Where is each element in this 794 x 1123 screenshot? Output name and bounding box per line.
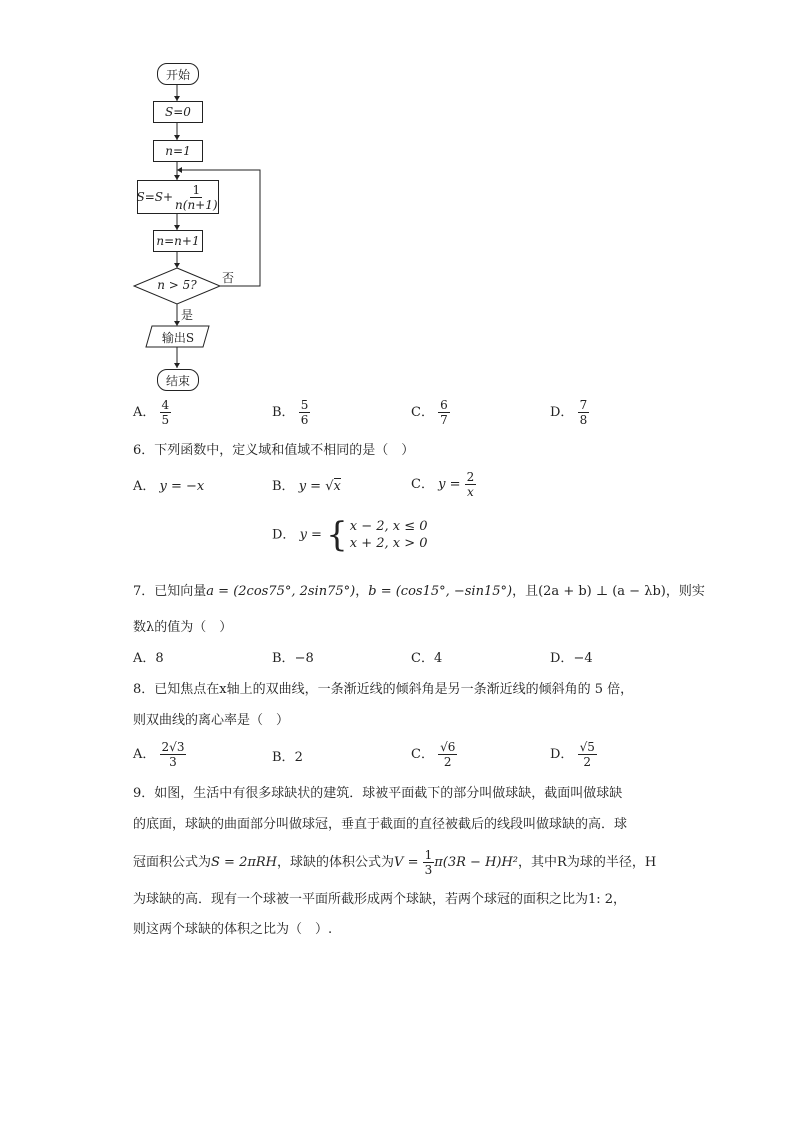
vector-a: a = (2cos75°, 2sin75°): [206, 584, 356, 599]
option-fraction: [160, 740, 187, 769]
option-label: D．: [550, 747, 574, 762]
option-label: A．: [133, 405, 156, 420]
flowchart-init-s: [153, 101, 203, 123]
option-label: C．: [411, 477, 434, 492]
option-label: C．: [411, 651, 434, 666]
q8-line2: 则双曲线的离心率是（ ）: [133, 713, 290, 728]
flowchart-init-s-label: S=0: [165, 105, 191, 119]
fraction-denominator: n(n+1): [175, 197, 218, 212]
fraction-numerator: 4: [161, 398, 170, 412]
volume-formula-rhs: π(3R − H)H²: [434, 855, 519, 870]
flowchart-start-label: 开始: [165, 67, 190, 82]
fraction-numerator: 7: [579, 398, 588, 412]
q9-text: ，其中R为球的半径，H: [518, 855, 657, 870]
fraction-denominator: 2: [443, 755, 452, 769]
q9-line1: 9．如图，生活中有很多球缺状的建筑．球被平面截下的部分叫做球缺，截面叫做球缺: [133, 786, 623, 801]
q8-line1: 8．已知焦点在x轴上的双曲线，一条渐近线的倾斜角是另一条渐近线的倾斜角的 5 倍，: [133, 682, 634, 697]
option-fraction: [465, 470, 477, 499]
q5-option-c: [411, 398, 450, 427]
q6-option-c: [411, 470, 476, 499]
q7-option-c: [411, 650, 442, 668]
flowchart-inc-n-label: n=n+1: [156, 234, 200, 248]
option-fraction: [438, 398, 450, 427]
option-label: A．: [133, 651, 156, 666]
flowchart-end-label: 结束: [165, 373, 190, 388]
option-expression: y =: [299, 527, 327, 543]
option-label: B．: [272, 651, 295, 666]
option-value: −4: [573, 651, 593, 666]
fraction-numerator: 1: [192, 182, 201, 197]
fraction-denominator: 6: [300, 413, 309, 427]
option-fraction: [299, 398, 311, 427]
fraction-denominator: 3: [169, 755, 177, 769]
q8-option-b: [272, 749, 303, 767]
separator: ，: [355, 584, 369, 599]
fraction-denominator: 5: [161, 413, 170, 427]
q7-option-b: [272, 650, 314, 668]
sqrt-icon: √: [325, 479, 334, 494]
flowchart-yes-label: 是: [181, 308, 194, 322]
q7-condition: ，且(2a + b) ⊥ (a − λb)，则实: [512, 584, 705, 599]
q7-option-d: [550, 650, 593, 668]
fraction-numerator: 6: [440, 398, 448, 412]
q8-option-a: [133, 740, 186, 769]
sqrt-radicand: x: [333, 479, 341, 494]
q9-line5: 则这两个球缺的体积之比为（ ）.: [133, 922, 333, 937]
option-fraction: [160, 398, 172, 427]
vector-b: b = (cos15°, −sin15°): [368, 584, 513, 599]
flowchart-no-label: 否: [222, 271, 235, 285]
q7-line2: 数λ的值为（ ）: [133, 620, 233, 635]
q5-option-b: [272, 398, 310, 427]
option-label: B．: [272, 750, 295, 765]
fraction-denominator: 2: [583, 755, 592, 769]
option-expression: y =: [298, 479, 326, 494]
q9-text: 冠面积公式为: [133, 855, 212, 870]
option-label: A．: [133, 479, 156, 494]
volume-formula-lhs: V =: [394, 855, 423, 870]
option-fraction: [578, 740, 597, 769]
q6-option-b: [272, 478, 341, 496]
option-label: D．: [550, 651, 574, 666]
option-fraction: [578, 398, 590, 427]
option-value: 8: [155, 651, 164, 666]
option-label: D．: [550, 405, 574, 420]
fraction-numerator: √5: [579, 740, 595, 754]
q7-intro: 7．已知向量: [133, 584, 207, 599]
left-brace-icon: {: [326, 515, 348, 555]
option-label: C．: [411, 405, 434, 420]
q9-line3: [133, 848, 656, 877]
flowchart-end: [157, 369, 199, 391]
cap-area-formula: S = 2πRH: [211, 855, 278, 870]
q8-option-d: [550, 740, 597, 769]
fraction-denominator: 7: [440, 413, 448, 427]
option-label: B．: [272, 479, 295, 494]
q9-text: ，球缺的体积公式为: [277, 855, 395, 870]
q6-stem: 6．下列函数中，定义域和值域不相同的是（ ）: [133, 443, 415, 458]
option-value: −8: [294, 651, 314, 666]
fraction-numerator: 2√3: [161, 740, 185, 754]
fraction-numerator: 1: [424, 848, 433, 862]
fraction-denominator: x: [467, 485, 474, 499]
option-fraction: [438, 740, 457, 769]
volume-formula-fraction: [423, 848, 435, 877]
fraction-numerator: 2: [466, 470, 475, 484]
option-label: C．: [411, 747, 434, 762]
q7-line1: [133, 583, 705, 601]
q5-option-a: [133, 398, 171, 427]
piecewise-function: [326, 515, 428, 555]
fraction-denominator: 3: [424, 863, 433, 877]
q6-option-d: [272, 515, 428, 555]
fraction-denominator: 8: [579, 413, 588, 427]
piecewise-row: x + 2, x > 0: [349, 536, 428, 551]
flowchart-init-n-label: n=1: [165, 144, 191, 158]
option-expression: y = −x: [159, 479, 205, 494]
piecewise-row: x − 2, x ≤ 0: [349, 519, 428, 534]
flowchart-update-s-lhs: S=S+: [136, 190, 174, 204]
q7-option-a: [133, 650, 164, 668]
option-value: 4: [433, 651, 443, 666]
flowchart-start: [157, 63, 199, 85]
q9-line4: 为球缺的高．现有一个球被一平面所截形成两个球缺，若两个球冠的面积之比为1: 2，: [133, 892, 627, 907]
option-expression: y =: [438, 477, 465, 492]
flowchart-inc-n: [153, 230, 203, 252]
fraction-numerator: 5: [300, 398, 309, 412]
q5-option-d: [550, 398, 589, 427]
flowchart-update-s: [137, 180, 219, 214]
q8-option-c: [411, 740, 457, 769]
option-value: 2: [294, 750, 303, 765]
option-label: B．: [272, 405, 295, 420]
flowchart-update-s-fraction: [173, 183, 220, 212]
option-label: A．: [133, 747, 156, 762]
flowchart-init-n: [153, 140, 203, 162]
fraction-numerator: √6: [440, 740, 456, 754]
q6-option-a: [133, 478, 204, 496]
q9-line2: 的底面，球缺的曲面部分叫做球冠，垂直于截面的直径被截后的线段叫做球缺的高．球: [133, 817, 628, 832]
flowchart-output: 输出S: [161, 331, 195, 345]
option-label: D．: [272, 527, 296, 543]
flowchart-condition: n > 5?: [157, 278, 197, 292]
